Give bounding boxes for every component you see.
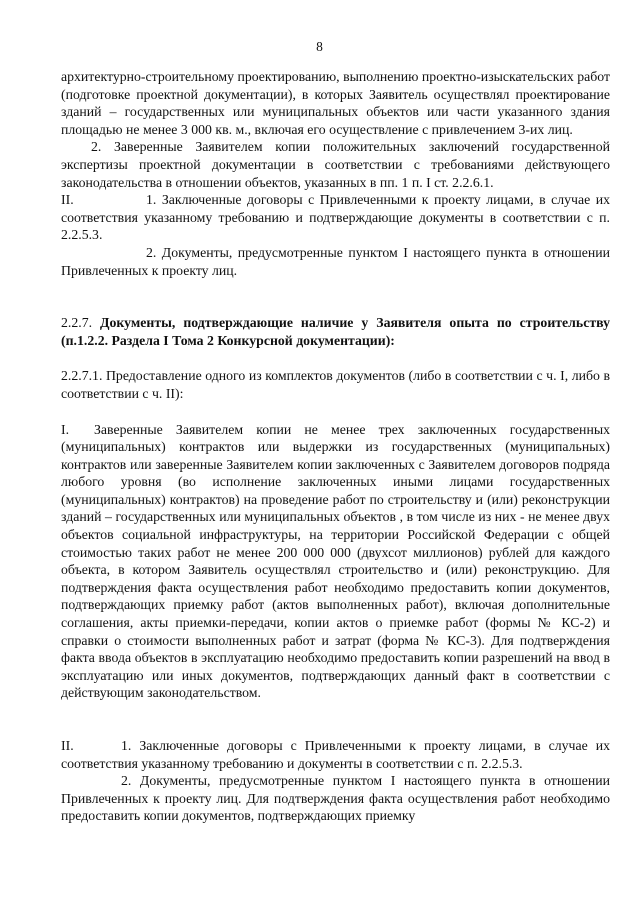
- paragraph-part-ii-contracts-2: [61, 737, 610, 772]
- paragraph-part-i-contracts: [61, 421, 610, 703]
- paragraph-text: 1. Заключенные договоры с Привлеченными к проекту лицами, в случае их соответствия указанному требованию и документы в соответствии с п. 2.2.5.3.: [61, 738, 610, 771]
- page-number: 8: [316, 39, 323, 54]
- paragraph-expertise-copies: [61, 138, 610, 191]
- paragraph-text: 2.2.7.1. Предоставление одного из комплектов документов (либо в соответствии с ч. I, либо в соответствии с ч. II):: [61, 368, 610, 401]
- paragraph-part-ii-documents: [61, 244, 610, 279]
- part-marker: I.: [61, 421, 70, 437]
- paragraph-2-2-7-1: [61, 367, 610, 402]
- paragraph-text: 2. Заверенные Заявителем копии положительных заключений государственной экспертизы проектной документации в соответствии с требованиями действующего законодательства в отношении объектов, указанных в пп. 1 п. I ст. 2.2.6.1.: [61, 139, 610, 190]
- paragraph-text: 2. Документы, предусмотренные пунктом I настоящего пункта в отношении Привлеченных к проекту лиц.: [61, 244, 610, 278]
- paragraph-architectural-design: [61, 68, 610, 138]
- section-heading-2-2-7: [61, 314, 610, 349]
- section-title: Документы, подтверждающие наличие у Заявителя опыта по строительству (п.1.2.2. Раздела I Тома 2 Конкурсной документации):: [61, 315, 610, 348]
- paragraph-text: 1. Заключенные договоры с Привлеченными к проекту лицами, в случае их соответствия указанному требованию и подтверждающие документы в соответствии с п. 2.2.5.3.: [61, 192, 610, 243]
- document-body: [61, 68, 610, 825]
- section-number: 2.2.7.: [61, 315, 93, 331]
- part-marker: II.: [61, 738, 74, 753]
- paragraph-part-ii-contracts: [61, 191, 610, 244]
- paragraph-text: 2. Документы, предусмотренные пунктом I настоящего пункта в отношении Привлеченных к проекту лиц. Для подтверждения факта осуществления работ необходимо предоставить копии документов, подтверждающих приемку: [61, 773, 610, 824]
- part-marker: II.: [61, 192, 74, 208]
- paragraph-part-ii-documents-2: [61, 772, 610, 825]
- paragraph-text: архитектурно-строительному проектированию, выполнению проектно-изыскательских работ (подготовке проектной документации), в которых Заявитель осуществлял проектирование зданий – государственных или муниципальных объектов или части указанного здания площадью не менее 3 000 кв. м., включая его осуществление с привлечением 3-их лиц.: [61, 69, 610, 137]
- paragraph-text: Заверенные Заявителем копии не менее трех заключенных государственных (муниципальных) контрактов или выдержки из государственных (муниципальных) контрактов или заверенные Заявителем копии заключенных с Заявителем договоров подряда любого уровня (во исполнение заключенных иными лицами государственных (муниципальных) контрактов) на проведение работ по строительству и (или) реконструкции зданий – государственных или муниципальных объектов , в том числе из них - не менее двух объектов социальной инфраструктуры, на территории Российской Федерации с общей стоимостью таких работ не менее 200 000 000 (двухсот миллионов) рублей для каждого объекта, в котором Заявитель осуществлял строительство и (или) реконструкцию. Для подтверждения факта осуществления работ необходимо предоставить копии документов, подтверждающих приемку работ (актов выполненных работ), включая дополнительные соглашения, акты приемки-передачи, копии актов о приемке работ (формы № КС-2) и справки о стоимости выполненных работ и затрат (форма № КС-3). Для подтверждения факта ввода объектов в эксплуатацию необходимо предоставить копии разрешений на ввод в эксплуатацию или иных документов, подтверждающих данный факт в соответствии с действующим законодательством.: [61, 421, 610, 701]
